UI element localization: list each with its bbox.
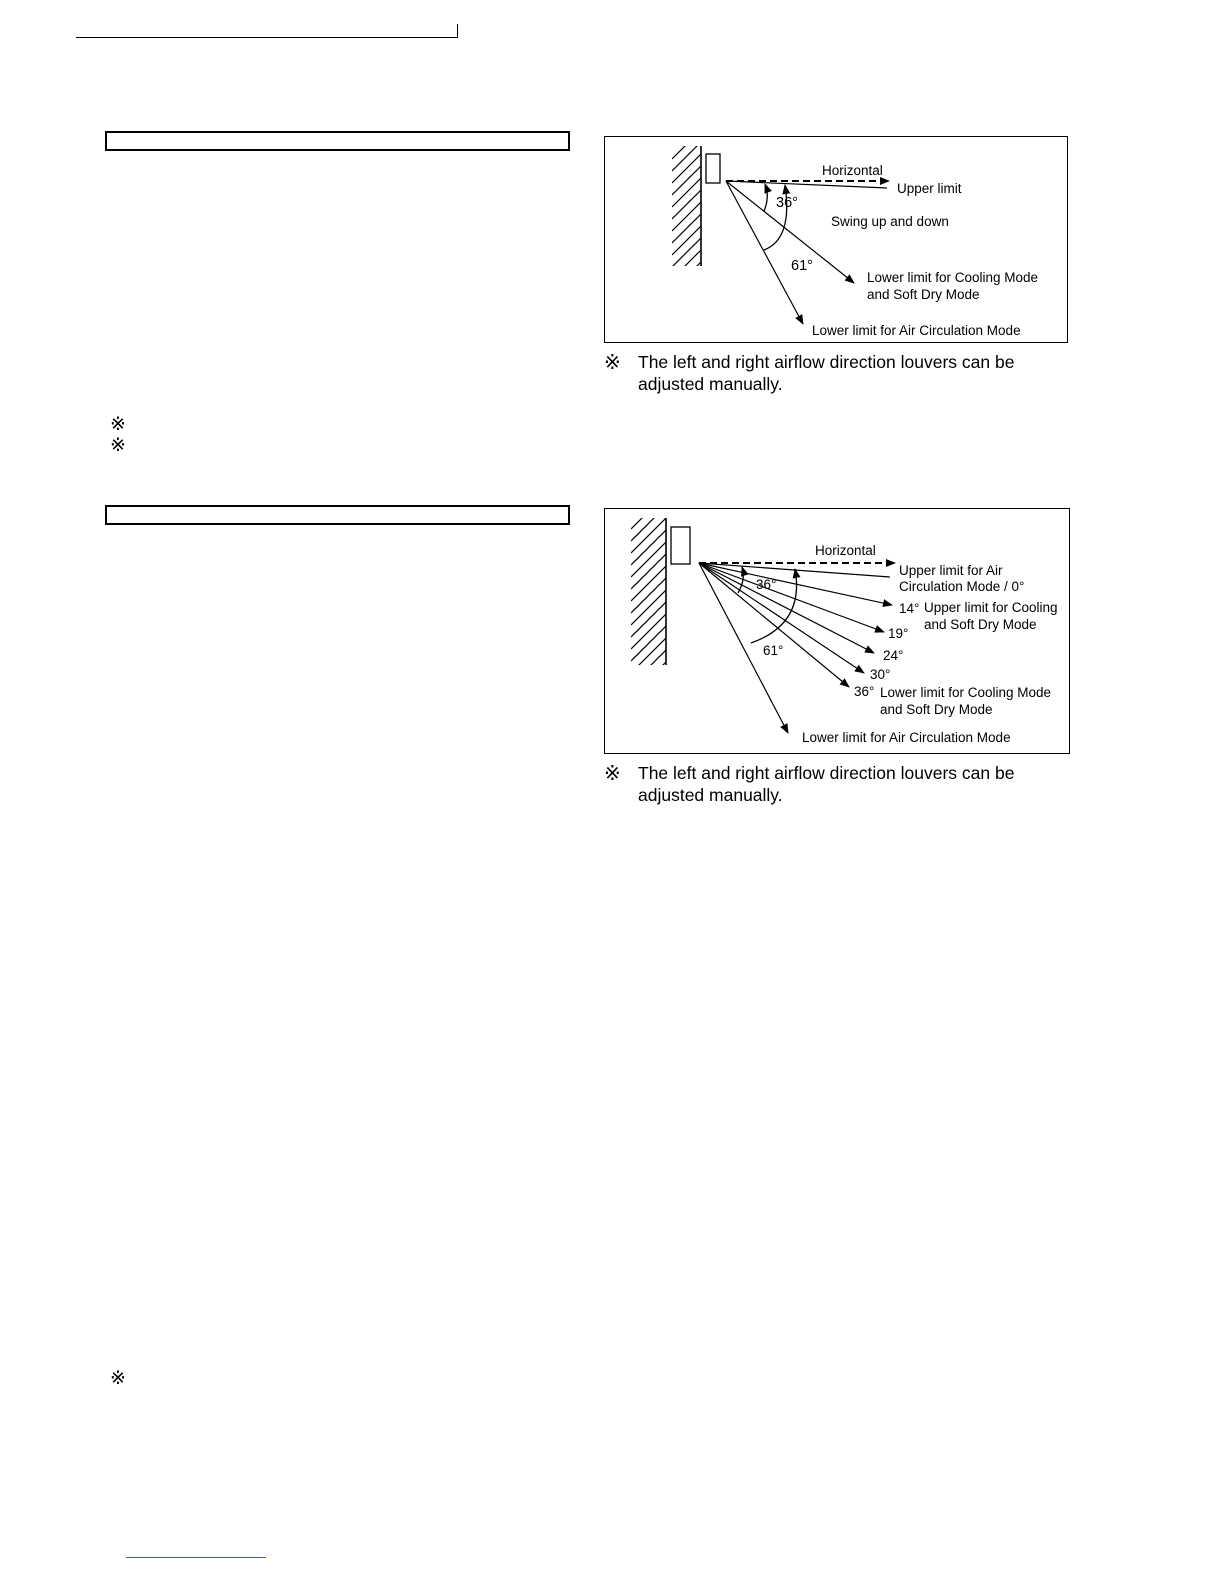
direction-24-arrow: [699, 563, 874, 653]
label-angle-61: 61°: [791, 258, 813, 274]
label-upper-air-2: Circulation Mode / 0°: [899, 579, 1025, 594]
label-lower-cooling-2: and Soft Dry Mode: [867, 287, 980, 302]
note-mark-3: ※: [110, 1367, 126, 1389]
label-lower-air: Lower limit for Air Circulation Mode: [802, 730, 1011, 745]
label-deg-24: 24°: [883, 648, 904, 663]
header-rule-tick: [457, 24, 458, 38]
label-deg-19: 19°: [888, 626, 909, 641]
label-lower-cooling-1: Lower limit for Cooling Mode: [880, 685, 1052, 700]
label-angle-36: 36°: [756, 577, 777, 592]
label-lower-air: Lower limit for Air Circulation Mode: [812, 323, 1021, 338]
label-deg-30: 30°: [870, 667, 891, 682]
label-deg-14: 14°: [899, 601, 920, 616]
airflow-diagram-1-svg: [605, 137, 1069, 344]
figure-1-note: [604, 351, 1064, 397]
airflow-diagram-2-svg: [605, 509, 1071, 755]
label-angle-61: 61°: [763, 643, 784, 658]
header-rule: [76, 37, 458, 38]
note-mark-2: ※: [110, 434, 126, 456]
figure-1-note-text: The left and right airflow direction louvers can be adjusted manually.: [638, 352, 1015, 394]
label-upper-limit: Upper limit: [897, 181, 962, 196]
figure-2-note-mark: ※: [604, 761, 621, 785]
indoor-unit: [706, 154, 720, 183]
label-angle-36: 36°: [776, 195, 798, 211]
label-upper-cooling-2: and Soft Dry Mode: [924, 617, 1037, 632]
airflow-diagram-1: [604, 136, 1068, 343]
note-mark-1: ※: [110, 413, 126, 435]
label-swing: Swing up and down: [831, 214, 949, 229]
figure-2-note: [604, 762, 1064, 808]
figure-1-note-mark: ※: [604, 350, 621, 374]
label-lower-cooling-2: and Soft Dry Mode: [880, 702, 993, 717]
label-upper-air-1: Upper limit for Air: [899, 563, 1003, 578]
wall-hatch: [631, 509, 666, 697]
label-horizontal: Horizontal: [822, 163, 883, 178]
angle-arc-36: [764, 184, 767, 211]
label-lower-cooling-1: Lower limit for Cooling Mode: [867, 270, 1039, 285]
indoor-unit: [671, 527, 690, 564]
label-upper-cooling-1: Upper limit for Cooling: [924, 600, 1058, 615]
upper-limit-air-line: [699, 563, 890, 577]
upper-limit-line: [726, 181, 887, 188]
figure-2-note-text: The left and right airflow direction louvers can be adjusted manually.: [638, 763, 1015, 805]
section-heading-box-1: [105, 131, 570, 151]
airflow-diagram-2: [604, 508, 1070, 754]
section-heading-box-2: [105, 505, 570, 525]
label-deg-36: 36°: [854, 684, 875, 699]
wall-hatch: [672, 137, 701, 291]
footer-link-underline[interactable]: [126, 1557, 266, 1558]
label-horizontal: Horizontal: [815, 543, 876, 558]
